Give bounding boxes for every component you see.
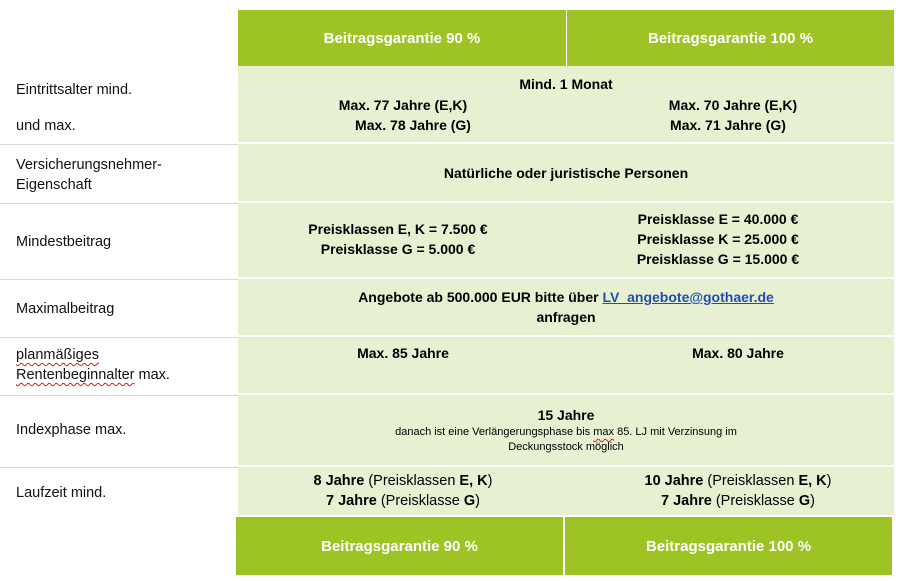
header-col1: Beitragsgarantie 90 %: [238, 10, 566, 66]
maximalbeitrag-line1: [358, 287, 774, 307]
row-label-eintrittsalter: [16, 80, 231, 136]
value-part: G: [798, 493, 811, 509]
value-part: 8 Jahre: [313, 473, 365, 489]
indexphase-note-line2: Deckungsstock möglich: [508, 441, 624, 453]
value-line: Max. 77 Jahre (E,K): [338, 97, 468, 113]
label-line: Eintrittsalter mind.: [16, 82, 133, 98]
mindestbeitrag-col1: [268, 219, 528, 259]
label-line: planmäßiges: [16, 347, 100, 363]
row-label-maximalbeitrag: Maximalbeitrag: [16, 301, 115, 317]
email-link[interactable]: LV_angebote@gothaer.de: [602, 289, 774, 305]
cell-indexphase: [238, 395, 894, 465]
value-part: 10 Jahre: [644, 473, 704, 489]
eintrittsalter-shared: Mind. 1 Monat: [519, 76, 613, 92]
value-part: 7 Jahre: [326, 493, 377, 509]
row-label-mindestbeitrag: Mindestbeitrag: [16, 234, 112, 250]
label-part: max.: [134, 367, 170, 383]
value-line: Max. 71 Jahre (G): [670, 117, 786, 133]
value-line: Max. 78 Jahre (G): [355, 117, 471, 133]
label-part: Rentenbeginnalter: [16, 367, 135, 383]
value-part: E, K: [459, 473, 488, 489]
label-line: [16, 365, 231, 385]
note-part: danach ist eine Verlängerungsphase bis: [395, 426, 594, 438]
laufzeit-col2: [588, 471, 888, 511]
laufzeit-col1: [258, 471, 548, 511]
value-line: [588, 471, 888, 491]
cell-maximalbeitrag: [238, 279, 894, 335]
cell-eintrittsalter: [238, 66, 894, 142]
header-col2: Beitragsgarantie 100 %: [567, 10, 894, 66]
value-line: [258, 471, 548, 491]
value-line: [588, 491, 888, 511]
value-part: ): [826, 473, 832, 489]
cell-rentenbeginn: [238, 337, 894, 393]
vn-value: Natürliche oder juristische Personen: [443, 164, 689, 181]
cell-vn-eigenschaft: [238, 144, 894, 201]
value-line: Preisklasse G = 5.000 €: [320, 241, 476, 257]
indexphase-note: [395, 425, 737, 440]
row-label-vn-eigenschaft: [16, 155, 231, 195]
mindestbeitrag-col2: [588, 209, 848, 269]
value-part: (Preisklassen: [703, 473, 799, 489]
cell-laufzeit: [238, 467, 894, 515]
value-part: E, K: [798, 473, 827, 489]
value-part: ): [487, 473, 493, 489]
cell-mindestbeitrag: [238, 203, 894, 277]
note-part: max: [593, 426, 615, 438]
label-line: und max.: [16, 118, 76, 134]
value-part: (Preisklassen: [364, 473, 460, 489]
row-label-rentenbeginn: [16, 345, 231, 385]
row-label-indexphase: Indexphase max.: [16, 422, 127, 438]
value-line: Preisklasse G = 15.000 €: [636, 251, 800, 267]
value-line: Preisklasse E = 40.000 €: [637, 211, 799, 227]
value-part: G: [463, 493, 476, 509]
value-line: Max. 70 Jahre (E,K): [668, 97, 798, 113]
value-part: ): [810, 493, 815, 509]
indexphase-title: 15 Jahre: [537, 407, 595, 423]
label-line: Eigenschaft: [16, 177, 92, 193]
maximalbeitrag-line2: anfragen: [536, 309, 596, 325]
value-part: (Preisklasse: [711, 493, 799, 509]
label-line: Versicherungsnehmer-: [16, 157, 162, 173]
footer-col2: Beitragsgarantie 100 %: [565, 517, 892, 575]
value-part: (Preisklasse: [376, 493, 464, 509]
row-label-laufzeit: Laufzeit mind.: [16, 485, 107, 501]
note-part: 85. LJ mit Verzinsung im: [614, 426, 737, 438]
rentenbeginn-col2: Max. 80 Jahre: [692, 345, 784, 361]
eintrittsalter-col2: [608, 95, 858, 135]
rentenbeginn-col1: Max. 85 Jahre: [357, 345, 449, 361]
value-part: 7 Jahre: [661, 493, 712, 509]
value-part: ): [475, 493, 480, 509]
value-line: Preisklasse K = 25.000 €: [637, 231, 799, 247]
maximalbeitrag-text: Angebote ab 500.000 EUR bitte über: [358, 289, 603, 305]
value-line: Preisklassen E, K = 7.500 €: [308, 221, 488, 237]
value-line: [258, 491, 548, 511]
footer-col1: Beitragsgarantie 90 %: [236, 517, 563, 575]
eintrittsalter-col1: [278, 95, 528, 135]
